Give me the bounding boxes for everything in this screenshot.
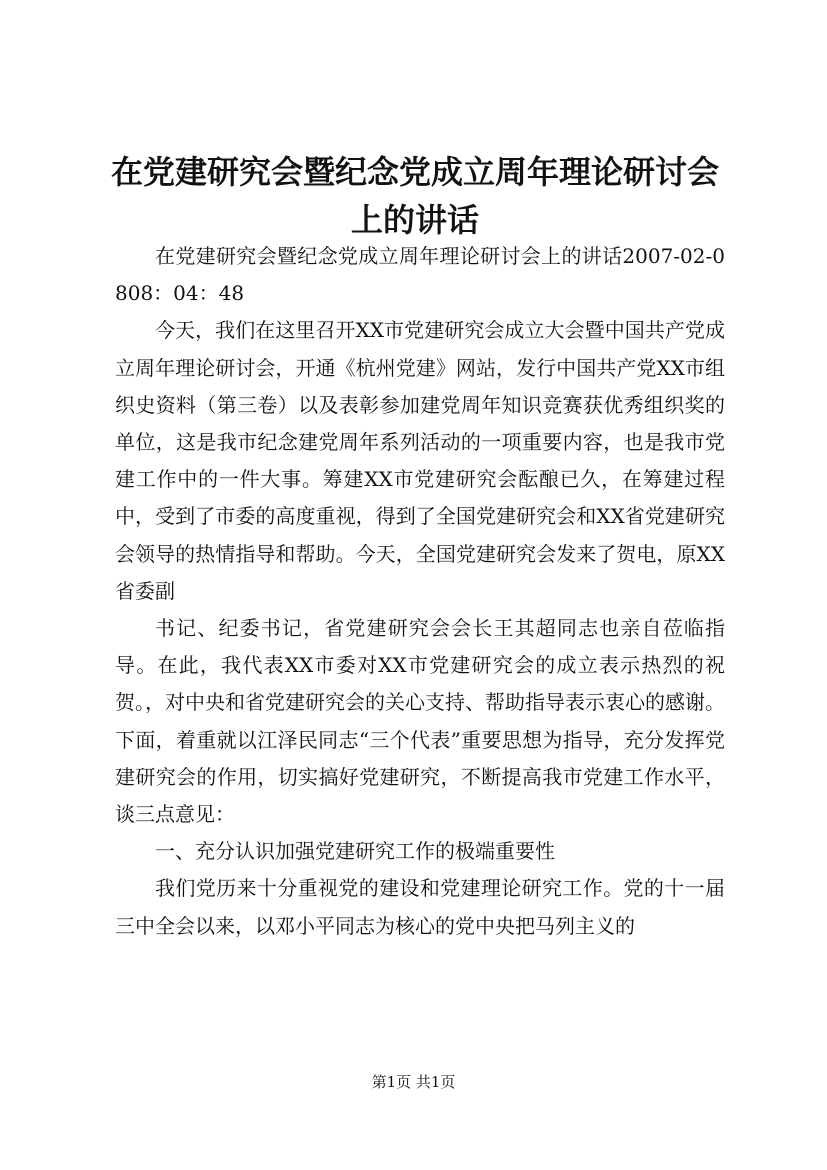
page-number-label: 第1页 共1页 [371,1073,456,1091]
paragraph: 书记、纪委书记，省党建研究会会长王其超同志也亲自莅临指导。在此，我代表XX市委对XX市党建研究会的成立表示热烈的祝贺。，对中央和省党建研究会的关心支持、帮助指导表示衷心的感谢。下面，着重就以江泽民同志“三个代表”重要思想为指导，充分发挥党建研究会的作用，切实搞好党建研究，不断提高我市党建工作水平，谈三点意见： [115,616,725,827]
page-footer [0,1072,827,1092]
paragraph-header-line: 在党建研究会暨纪念党成立周年理论研讨会上的讲话2007-02-0808：04：48 [115,244,725,306]
section-heading: 一、充分认识加强党建研究工作的极端重要性 [155,839,555,864]
paragraph: 今天，我们在这里召开XX市党建研究会成立大会暨中国共产党成立周年理论研讨会，开通《杭州党建》网站，发行中国共产党XX市组织史资料（第三卷）以及表彰参加建党周年知识竞赛获优秀组织奖的单位，这是我市纪念建党周年系列活动的一项重要内容，也是我市党建工作中的一件大事。筹建XX市党建研究会酝酿已久，在筹建过程中，受到了市委的高度重视，得到了全国党建研究会和XX省党建研究会领导的热情指导和帮助。今天，全国党建研究会发来了贺电，原XX省委副 [115,318,725,603]
document-title: 在党建研究会暨纪念党成立周年理论研讨会上的讲话 [110,153,719,239]
document-body [115,238,725,945]
paragraph: 我们党历来十分重视党的建设和党建理论研究工作。党的十一届三中全会以来，以邓小平同志为核心的党中央把马列主义的 [115,876,725,938]
